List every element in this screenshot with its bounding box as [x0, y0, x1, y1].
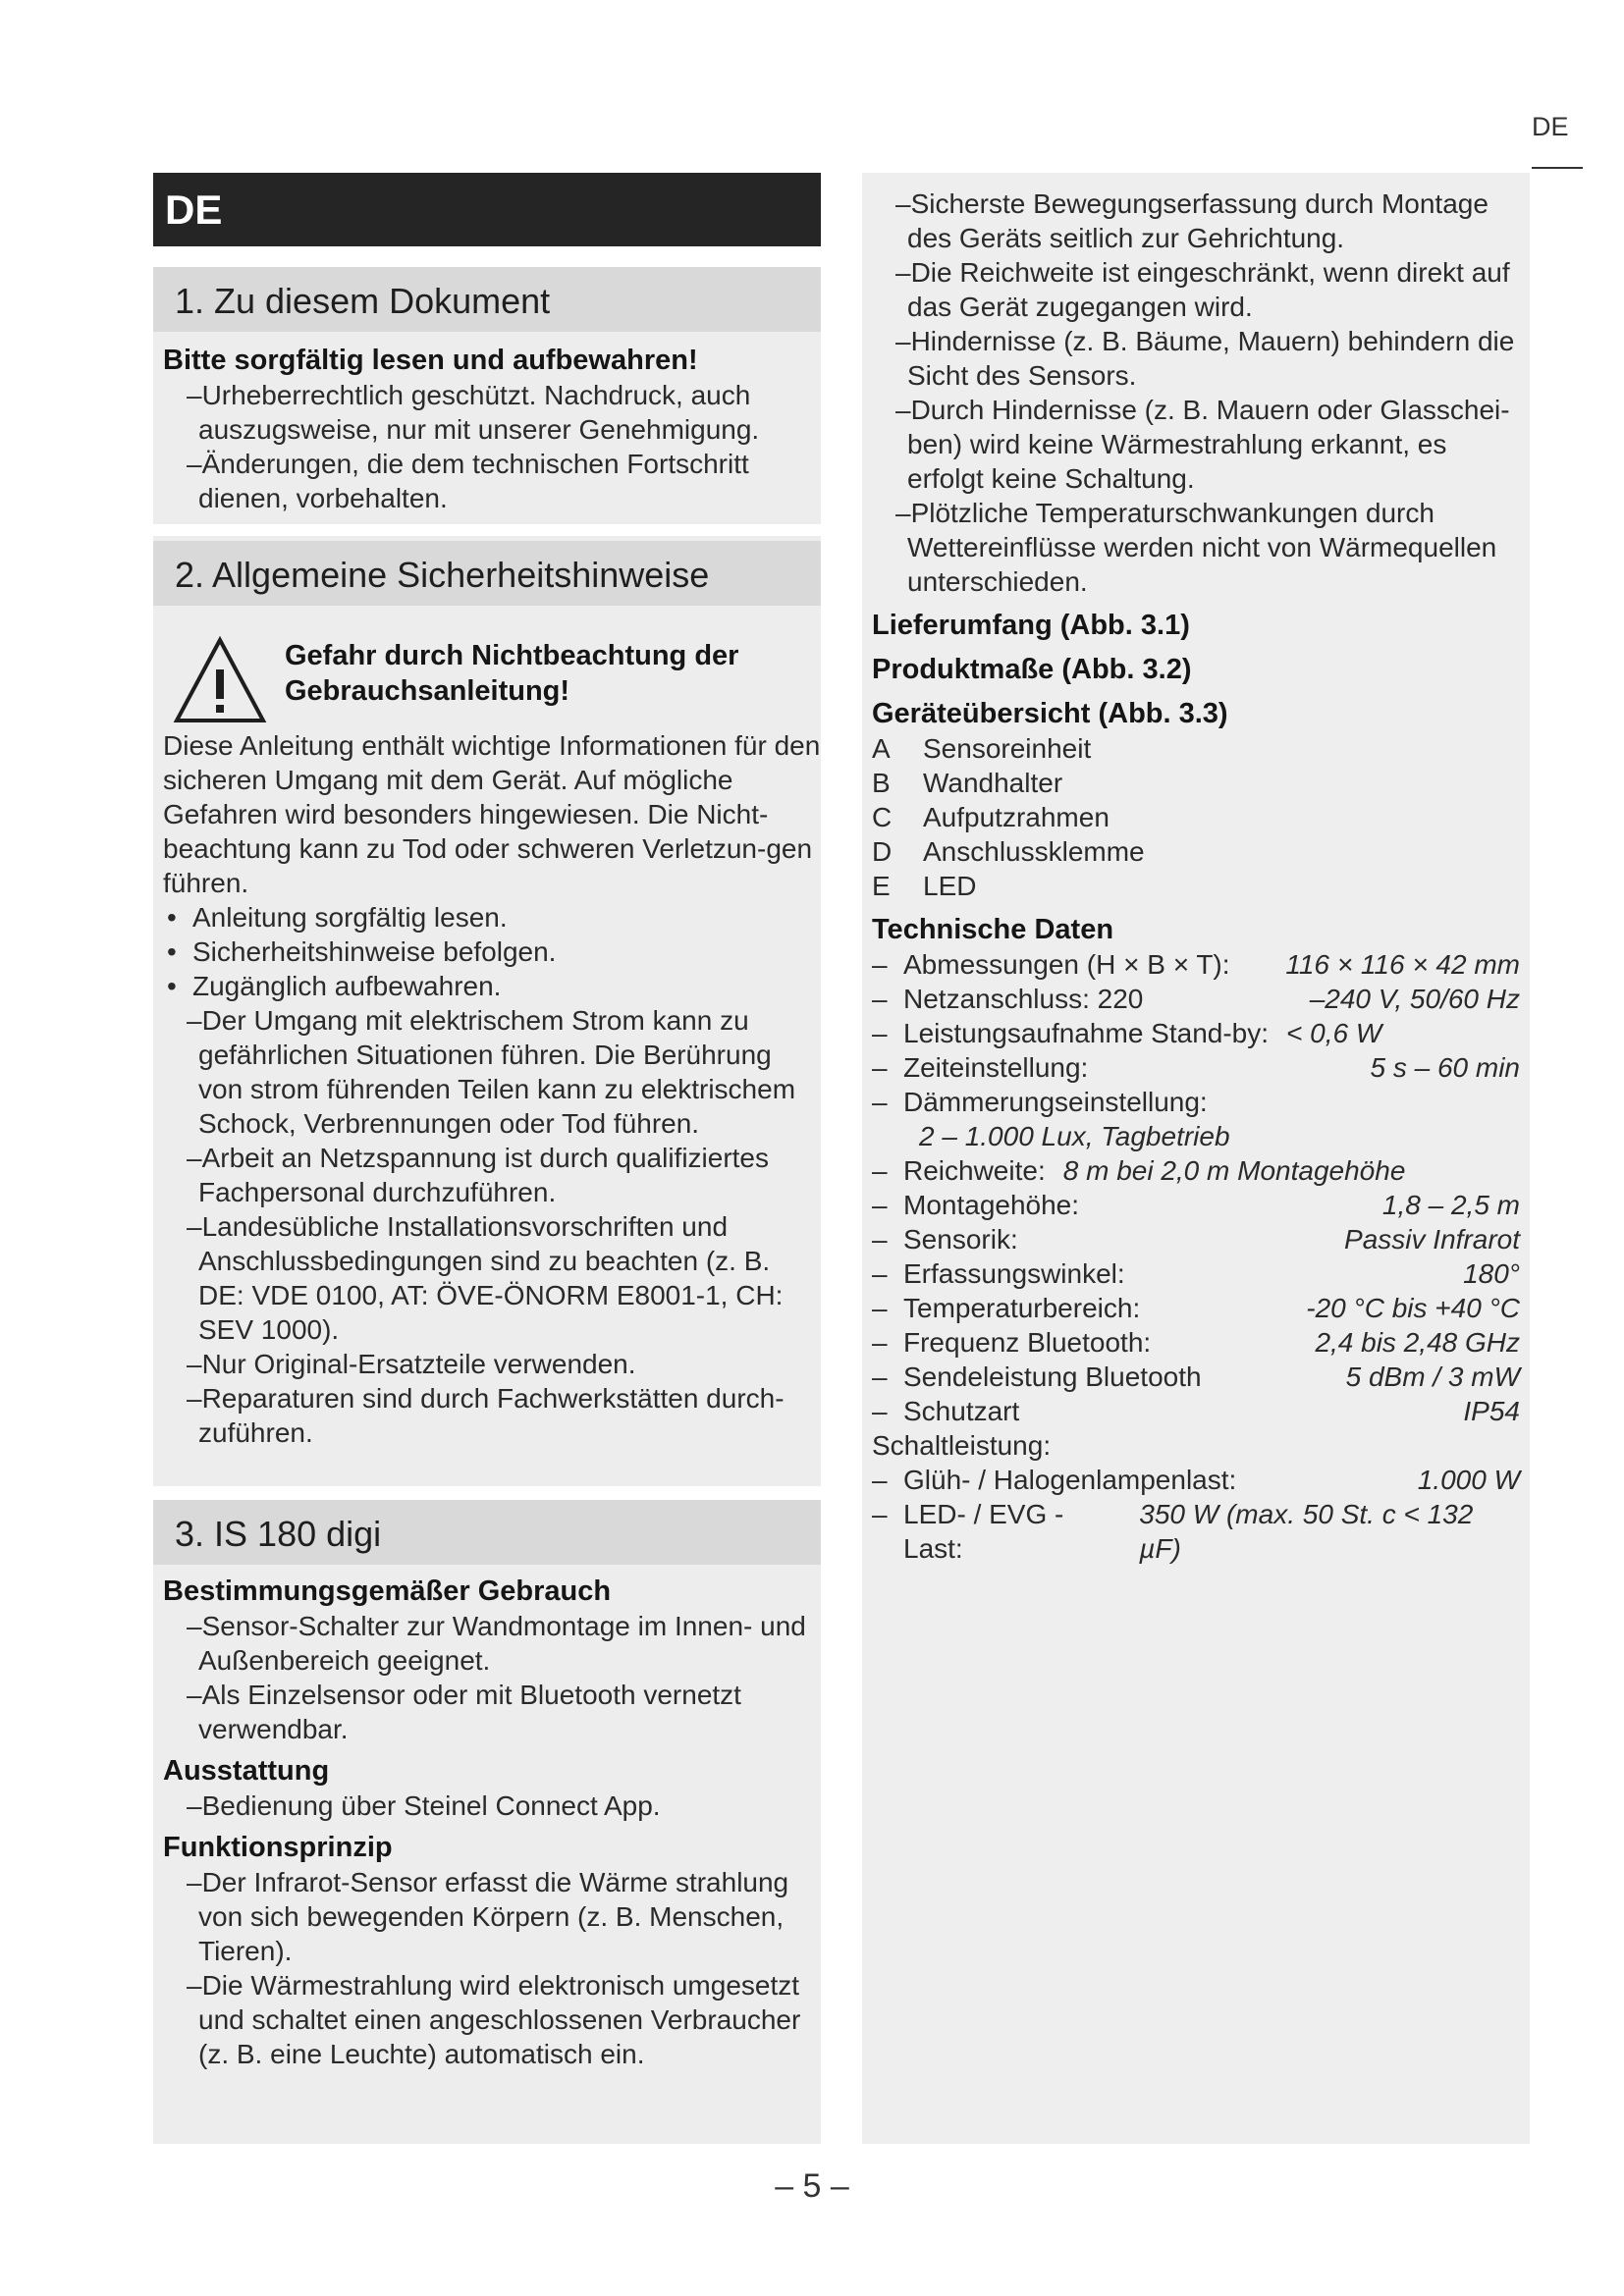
spec-row	[872, 1153, 1520, 1188]
section-2-body	[163, 728, 821, 1450]
part-item	[872, 869, 1520, 903]
section-3-body	[163, 1575, 821, 2071]
section-2-intro: Diese Anleitung enthält wichtige Informationen für den sicheren Umgang mit dem Gerät. Auf mögliche Gefahren wird besonders hingewiesen. Die Nicht-beachtung kann zu Tod oder schweren Verletzun-gen führen.	[163, 730, 821, 898]
part-name: Aufputzrahmen	[923, 802, 1110, 832]
right-body	[872, 187, 1520, 1566]
section-2-item: –Arbeit an Netzspannung ist durch qualifiziertes Fachpersonal durchzuführen.	[187, 1143, 770, 1207]
section-2-item: –Landesübliche Installationsvorschriften und Anschlussbedingungen sind zu beachten (z. B. DE: VDE 0100, AT: ÖVE-ÖNORM E8001-1, CH: SEV 1000).	[187, 1211, 784, 1345]
switching-row	[872, 1497, 1520, 1566]
part-letter: E	[872, 871, 891, 901]
spec-value: 2 – 1.000 Lux, Tagbetrieb	[919, 1121, 1230, 1151]
spec-label: Temperaturbereich:	[903, 1293, 1141, 1323]
spec-label: Glüh- / Halogenlampenlast:	[903, 1465, 1237, 1495]
section-1-item: –Änderungen, die dem technischen Fortschritt dienen, vorbehalten.	[187, 449, 749, 513]
section-1-body	[163, 344, 821, 515]
equipment-heading: Ausstattung	[163, 1755, 330, 1787]
section-1-title: 1. Zu diesem Dokument	[153, 267, 821, 332]
spec-label: Schutzart	[903, 1396, 1020, 1426]
spec-label: Reichweite:	[903, 1155, 1046, 1186]
part-item	[872, 834, 1520, 869]
spec-mark: –	[872, 1327, 888, 1358]
spec-label: Abmessungen (H × B × T):	[903, 949, 1230, 980]
spec-value: 5 s – 60 min	[1370, 1052, 1520, 1083]
spec-mark: –	[872, 1155, 888, 1186]
section-2-title: 2. Allgemeine Sicherheitshinweise	[153, 541, 821, 606]
section-gap	[153, 1486, 821, 1500]
section-gap	[153, 524, 821, 536]
page-number: – 5 –	[775, 2167, 849, 2205]
function-item: –Hindernisse (z. B. Bäume, Mauern) behindern die Sicht des Sensors.	[895, 326, 1515, 391]
part-name: Sensoreinheit	[923, 733, 1092, 764]
spec-value: 1.000 W	[1417, 1465, 1520, 1495]
function-item: –Die Wärmestrahlung wird elektronisch umgesetzt und schaltet einen angeschlossenen Verbraucher (z. B. eine Leuchte) automatisch ein.	[187, 1970, 801, 2069]
spec-row	[872, 1222, 1520, 1256]
spec-value: 180°	[1463, 1258, 1520, 1289]
spec-value: 5 dBm / 3 mW	[1345, 1362, 1520, 1392]
spec-row	[872, 947, 1520, 982]
spec-row	[872, 982, 1520, 1016]
spec-row	[872, 1256, 1520, 1291]
spec-mark: –	[872, 1052, 888, 1083]
spec-mark: –	[872, 949, 888, 980]
part-letter: C	[872, 802, 893, 832]
spec-value: –240 V, 50/60 Hz	[1309, 984, 1520, 1014]
spec-row	[872, 1394, 1520, 1428]
function-item: –Plötzliche Temperaturschwankungen durch Wettereinflüsse werden nicht von Wärmequellen unterschieden.	[895, 498, 1497, 597]
spec-label: Netzanschluss: 220	[903, 984, 1144, 1014]
spec-row	[872, 1119, 1520, 1153]
section-3-title: 3. IS 180 digi	[153, 1500, 821, 1565]
spec-row	[872, 1016, 1520, 1050]
scope-heading: Lieferumfang (Abb. 3.1)	[872, 610, 1190, 641]
tech-heading: Technische Daten	[872, 914, 1114, 945]
function-item: –Sicherste Bewegungserfassung durch Montage des Geräts seitlich zur Gehrichtung.	[895, 188, 1489, 253]
spec-label: Frequenz Bluetooth:	[903, 1327, 1152, 1358]
spec-mark: –	[872, 1224, 888, 1255]
spec-value: 2,4 bis 2,48 GHz	[1315, 1327, 1520, 1358]
section-1-heading: Bitte sorgfältig lesen und aufbewahren!	[163, 345, 698, 376]
use-item: –Sensor-Schalter zur Wandmontage im Innen- und Außenbereich geeignet.	[187, 1611, 806, 1676]
overview-heading: Geräteübersicht (Abb. 3.3)	[872, 698, 1228, 729]
section-2-bullet: • Zugänglich aufbewahren.	[163, 969, 821, 1003]
left-column	[153, 267, 821, 2144]
spec-value: 8 m bei 2,0 m Montagehöhe	[1062, 1155, 1406, 1186]
spec-label: Montagehöhe:	[903, 1190, 1080, 1220]
use-item: –Als Einzelsensor oder mit Bluetooth vernetzt verwendbar.	[187, 1680, 741, 1744]
section-2-item: –Der Umgang mit elektrischem Strom kann zu gefährlichen Situationen führen. Die Berührung von strom führenden Teilen kann zu elektrischem Schock, Verbrennungen oder Tod führen.	[187, 1005, 796, 1139]
spec-label: Erfassungswinkel:	[903, 1258, 1125, 1289]
section-2-item: –Nur Original-Ersatzteile verwenden.	[187, 1349, 636, 1379]
spec-mark: –	[872, 1190, 888, 1220]
part-letter: D	[872, 836, 893, 867]
switching-row	[872, 1463, 1520, 1497]
part-item	[872, 800, 1520, 834]
spec-label: Leistungsaufnahme Stand-by:	[903, 1018, 1270, 1048]
part-item	[872, 731, 1520, 766]
warning-text: Gefahr durch Nichtbeachtung der Gebrauchsanleitung!	[285, 640, 739, 707]
language-marker-rule	[1532, 167, 1583, 169]
part-name: Wandhalter	[923, 768, 1063, 798]
part-item	[872, 766, 1520, 800]
spec-row	[872, 1291, 1520, 1325]
section-2-bullet: • Sicherheitshinweise befolgen.	[163, 934, 821, 969]
spec-value: IP54	[1463, 1396, 1520, 1426]
spec-label: LED- / EVG - Last:	[903, 1499, 1064, 1564]
language-marker: DE	[1532, 112, 1569, 141]
section-1-item: –Urheberrechtlich geschützt. Nachdruck, auch auszugsweise, nur mit unserer Genehmigung.	[187, 380, 760, 445]
spec-label: Zeiteinstellung:	[903, 1052, 1089, 1083]
spec-value: Passiv Infrarot	[1344, 1224, 1520, 1255]
dimensions-heading: Produktmaße (Abb. 3.2)	[872, 654, 1192, 685]
function-item: –Die Reichweite ist eingeschränkt, wenn direkt auf das Gerät zugegangen wird.	[895, 257, 1510, 322]
spec-mark: –	[872, 1362, 888, 1392]
warning-box	[173, 626, 821, 734]
spec-label: Dämmerungseinstellung:	[903, 1087, 1208, 1117]
function-item: –Durch Hindernisse (z. B. Mauern oder Glasschei-ben) wird keine Wärmestrahlung erkannt, es erfolgt keine Schaltung.	[895, 395, 1510, 494]
part-letter: A	[872, 733, 891, 764]
part-name: Anschlussklemme	[923, 836, 1145, 867]
spec-label: Sensorik:	[903, 1224, 1018, 1255]
spec-mark: –	[872, 1465, 888, 1495]
spec-row	[872, 1360, 1520, 1394]
spec-mark: –	[872, 1293, 888, 1323]
section-2-bullet: • Anleitung sorgfältig lesen.	[163, 900, 821, 934]
function-heading: Funktionsprinzip	[163, 1832, 393, 1863]
function-item: –Der Infrarot-Sensor erfasst die Wärme strahlung von sich bewegenden Körpern (z. B. Menschen, Tieren).	[187, 1867, 789, 1966]
part-name: LED	[923, 871, 977, 901]
spec-value: < 0,6 W	[1286, 1018, 1382, 1048]
use-heading: Bestimmungsgemäßer Gebrauch	[163, 1575, 612, 1607]
spec-mark: –	[872, 1258, 888, 1289]
spec-mark: –	[872, 984, 888, 1014]
spec-mark: –	[872, 1396, 888, 1426]
right-column	[862, 173, 1530, 2144]
language-banner: DE	[153, 173, 821, 246]
spec-row	[872, 1050, 1520, 1085]
spec-value: 1,8 – 2,5 m	[1381, 1190, 1520, 1220]
spec-value: 350 W (max. 50 St. c < 132 µF)	[1139, 1499, 1474, 1564]
warning-triangle-icon	[173, 634, 267, 728]
spec-row	[872, 1085, 1520, 1119]
spec-row	[872, 1325, 1520, 1360]
equipment-item: –Bedienung über Steinel Connect App.	[187, 1790, 661, 1821]
section-2-item: –Reparaturen sind durch Fachwerkstätten durch-zuführen.	[187, 1383, 785, 1448]
spec-value: 116 × 116 × 42 mm	[1285, 949, 1520, 980]
spec-row	[872, 1188, 1520, 1222]
spec-mark: –	[872, 1499, 888, 1529]
spec-mark: –	[872, 1018, 888, 1048]
spec-value: -20 °C bis +40 °C	[1306, 1293, 1520, 1323]
switching-heading: Schaltleistung:	[872, 1430, 1052, 1461]
part-letter: B	[872, 768, 891, 798]
spec-mark: –	[872, 1087, 888, 1117]
spec-label: Sendeleistung Bluetooth	[903, 1362, 1202, 1392]
